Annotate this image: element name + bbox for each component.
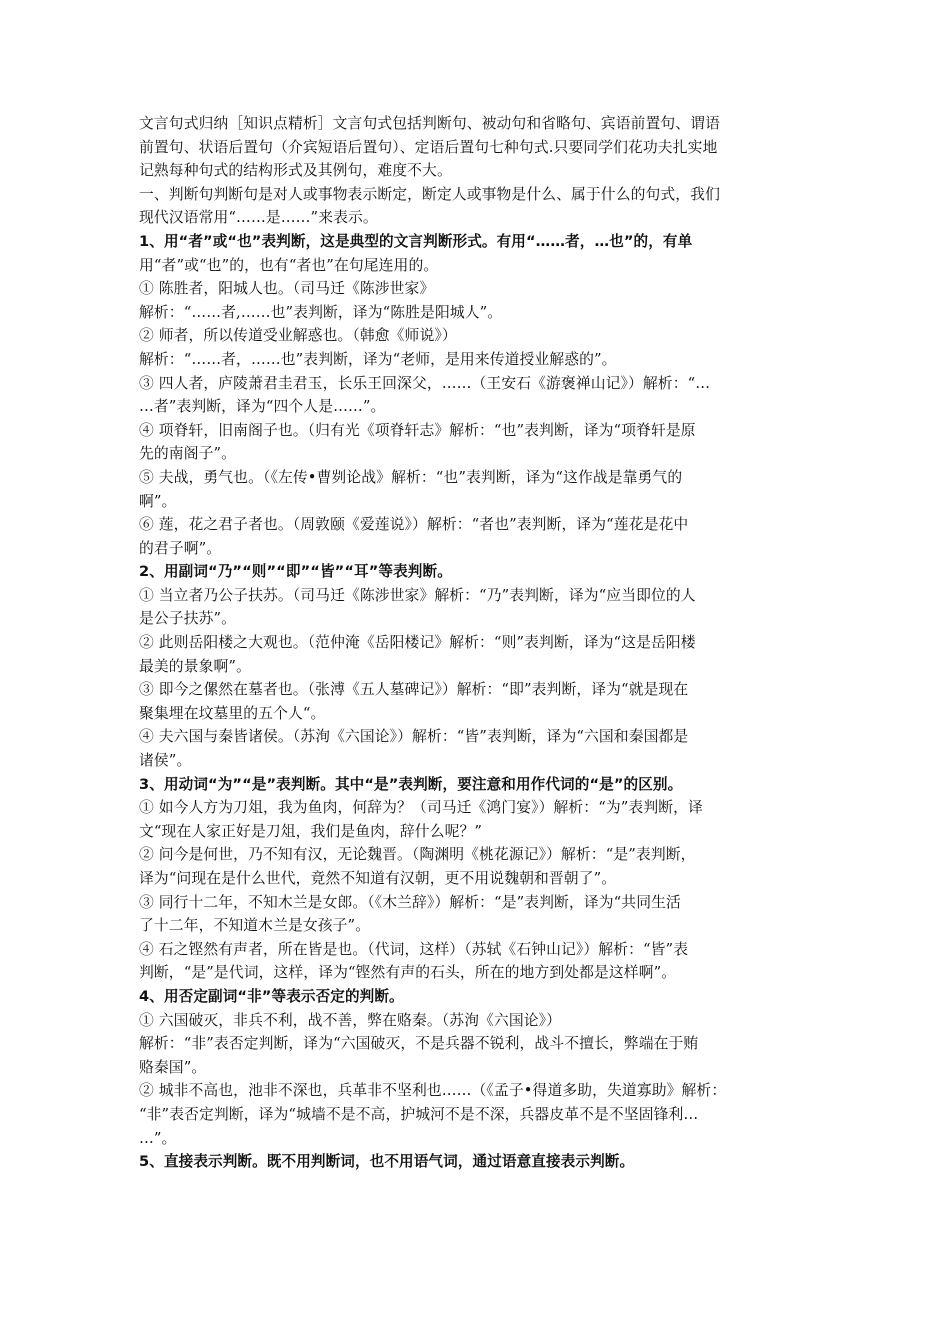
text-line: ① 如今人方为刀俎，我为鱼肉，何辞为？（司马迁《鸿门宴》）解析：“为”表判断，译 [139, 799, 703, 817]
text-line: 前置句、状语后置句（介宾短语后置句）、定语后置句七种句式.只要同学们花功夫扎实地 [139, 138, 718, 156]
text-line: ① 陈胜者，阳城人也。（司马迁《陈涉世家》 [139, 280, 435, 298]
text-line: 最美的景象啊”。 [139, 657, 251, 675]
text-line: ① 六国破灭，非兵不利，战不善，弊在赂秦。（苏洵《六国论》） [139, 1011, 562, 1029]
text-line: …者”表判断，译为“四个人是……”。 [139, 398, 386, 416]
text-line: 先的南阁子”。 [139, 445, 237, 463]
text-line: 了十二年，不知道木兰是女孩子”。 [139, 917, 371, 935]
text-line: 啊”。 [139, 492, 177, 510]
text-line: ② 城非不高也，池非不深也，兵革非不坚利也……（《孟子•得道多助，失道寡助》解析： [139, 1082, 727, 1100]
text-line: 判断，“是”是代词，这样，译为“铿然有声的石头，所在的地方到处都是这样啊”。 [139, 964, 677, 982]
text-line: ② 问今是何世，乃不知有汉，无论魏晋。（陶渊明《桃花源记》）解析：“是”表判断， [139, 846, 696, 864]
text-line: “非”表否定判断，译为“城墙不是不高，护城河不是不深，兵器皮革不是不坚固锋利… [139, 1105, 699, 1123]
section-heading-line: 4、用否定副词“非”等表示否定的判断。 [139, 987, 404, 1005]
section-heading-line: 1、用“者”或“也”表判断，这是典型的文言判断形式。有用“……者，…也”的，有单 [139, 232, 693, 250]
text-line: 用“者”或“也”的，也有“者也”在句尾连用的。 [139, 256, 439, 274]
text-line: ⑤ 夫战，勇气也。（《左传•曹刿论战》解析：“也”表判断，译为“这作战是靠勇气的 [139, 468, 683, 486]
section-heading-line: 3、用动词“为”“是”表判断。其中“是”表判断，要注意和用作代词的“是”的区别。 [139, 775, 683, 793]
section-heading-line: 5、直接表示判断。既不用判断词，也不用语气词，通过语意直接表示判断。 [139, 1153, 635, 1171]
document-body [139, 112, 815, 1174]
text-line: ④ 夫六国与秦皆诸侯。（苏洵《六国论》）解析：“皆”表判断，译为“六国和秦国都是 [139, 728, 689, 746]
text-line: ③ 四人者，庐陵萧君圭君玉，长乐王回深父，……（王安石《游褒禅山记》）解析：“… [139, 374, 711, 392]
text-line: 译为“问现在是什么世代，竟然不知道有汉朝，更不用说魏朝和晋朝了”。 [139, 870, 617, 887]
section-heading-line: 2、用副词“乃”“则”“即”“皆”“耳”等表判断。 [139, 563, 452, 581]
text-line: 聚集埋在坟墓里的五个人“。 [139, 704, 326, 722]
text-line: ① 当立者乃公子扶苏。（司马迁《陈涉世家》解析：“乃”表判断，译为“应当即位的人 [139, 586, 696, 604]
text-line: 的君子啊”。 [139, 539, 222, 557]
text-line: ② 此则岳阳楼之大观也。（范仲淹《岳阳楼记》解析：“则”表判断，译为“这是岳阳楼 [139, 634, 696, 652]
text-line: …”。 [139, 1129, 177, 1147]
text-line: 记熟每种句式的结构形式及其例句，难度不大。 [139, 162, 452, 180]
text-line: 解析：“非”表否定判断，译为“六国破灭，不是兵器不锐利，战斗不擅长，弊端在于贿 [139, 1035, 699, 1053]
text-line: 是公子扶苏”。 [139, 610, 237, 628]
text-line: 赂秦国”。 [139, 1058, 207, 1076]
text-line: 现代汉语常用“……是……”来表示。 [139, 209, 378, 227]
text-line: ② 师者，所以传道受业解惑也。（韩愈《师说》） [139, 327, 457, 345]
text-line: 一、判断句判断句是对人或事物表示断定，断定人或事物是什么、属于什么的句式，我们 [139, 185, 720, 203]
text-line: ③ 即今之傫然在墓者也。（张溥《五人墓碑记》）解析：“即”表判断，译为“就是现在 [139, 681, 689, 699]
text-line: 诸侯”。 [139, 752, 192, 770]
text-line: 解析：“……者,……也”表判断，译为“陈胜是阳城人”。 [139, 303, 503, 321]
text-line: 解析：“……者，……也”表判断，译为“老师，是用来传道授业解惑的”。 [139, 350, 617, 368]
text-line: ⑥ 莲，花之君子者也。（周敦颐《爱莲说》）解析：“者也”表判断，译为“莲花是花中 [139, 516, 689, 534]
text-line: 文言句式归纳［知识点精析］文言句式包括判断句、被动句和省略句、宾语前置句、谓语 [139, 115, 720, 132]
text-line: ④ 项脊轩，旧南阁子也。（归有光《项脊轩志》解析：“也”表判断，译为“项脊轩是原 [139, 421, 696, 439]
text-line: 文“现在人家正好是刀俎，我们是鱼肉，辞什么呢？” [139, 822, 483, 840]
text-line: ③ 同行十二年，不知木兰是女郎。（《木兰辞》）解析：“是”表判断，译为“共同生活 [139, 893, 681, 911]
text-line: ④ 石之铿然有声者，所在皆是也。（代词，这样）（苏轼《石钟山记》）解析：“皆”表 [139, 940, 689, 958]
